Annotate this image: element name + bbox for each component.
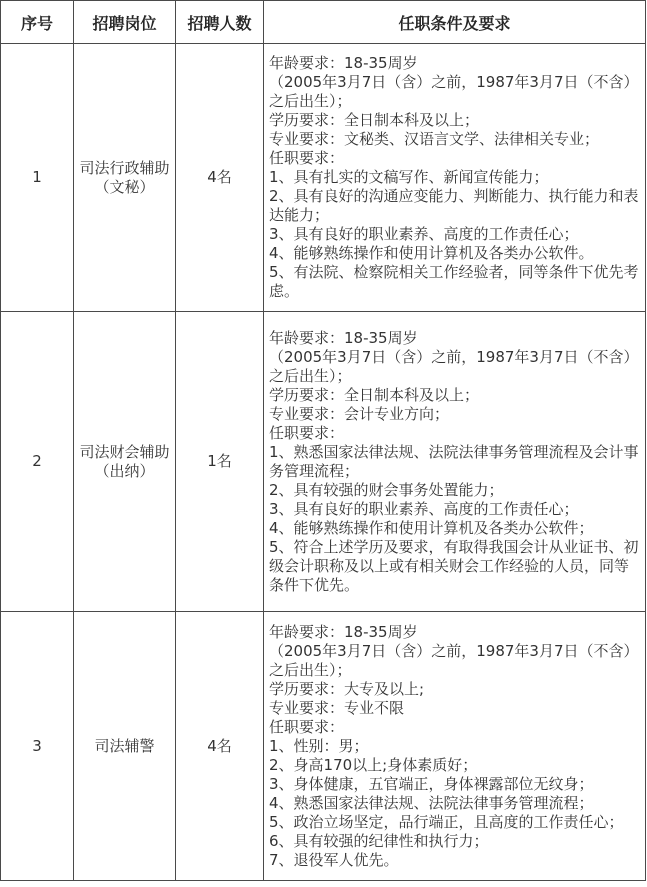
requirement-line: 3、具有良好的职业素养、高度的工作责任心； — [269, 499, 579, 518]
requirement-line: 6、具有较强的纪律性和执行力； — [269, 831, 489, 850]
cell-row-number: 3 — [1, 612, 74, 881]
cell-headcount: 1名 — [176, 312, 264, 612]
requirement-line: 任职要求： — [269, 149, 345, 167]
requirement-line: 2、具有较强的财会事务处置能力； — [269, 480, 504, 499]
requirement-line: 7、退役军人优先。 — [269, 850, 399, 869]
requirement-line: （2005年3月7日（含）之前，1987年3月7日（不含）之后出生）； — [269, 347, 639, 385]
requirement-line: 1、性别：男； — [269, 736, 369, 755]
table-header-row — [1, 1, 646, 44]
cell-headcount: 4名 — [176, 44, 264, 312]
column-header-count: 招聘人数 — [176, 1, 264, 44]
requirement-line: 专业要求：专业不限 — [269, 698, 405, 717]
requirement-line: 2、身高170以上;身体素质好； — [269, 755, 478, 774]
requirement-line: 4、熟悉国家法律法规、法院法律事务管理流程； — [269, 793, 594, 812]
requirement-line: （2005年3月7日（含）之前，1987年3月7日（不含）之后出生）； — [269, 641, 639, 679]
column-header-requirements: 任职条件及要求 — [264, 1, 646, 44]
requirement-line: 学历要求：全日制本科及以上； — [269, 111, 480, 129]
cell-position-name: 司法行政辅助（文秘） — [74, 44, 176, 312]
requirement-line: 学历要求：大专及以上; — [269, 679, 425, 698]
requirement-line: 专业要求：会计专业方向； — [269, 404, 450, 423]
requirement-line: 3、身体健康，五官端正，身体裸露部位无纹身； — [269, 774, 594, 793]
requirement-line: （2005年3月7日（含）之前，1987年3月7日（不含）之后出生）； — [269, 73, 639, 110]
requirement-line: 年龄要求：18-35周岁 — [269, 328, 418, 347]
cell-requirements — [264, 44, 646, 312]
requirement-line: 4、能够熟练操作和使用计算机及各类办公软件； — [269, 518, 594, 537]
cell-requirements — [264, 612, 646, 881]
requirement-line: 4、能够熟练操作和使用计算机及各类办公软件。 — [269, 244, 594, 262]
requirement-line: 5、符合上述学历及要求，有取得我国会计从业证书、初级会计职称及以上或有相关财会工作经验的人员，同等条件下优先。 — [269, 537, 639, 594]
requirement-line: 1、熟悉国家法律法规、法院法律事务管理流程及会计事务管理流程； — [269, 442, 639, 480]
requirement-line: 年龄要求：18-35周岁 — [269, 622, 418, 641]
requirement-line: 年龄要求：18-35周岁 — [269, 54, 418, 72]
requirement-line: 3、具有良好的职业素养、高度的工作责任心； — [269, 225, 579, 243]
requirement-line: 5、有法院、检察院相关工作经验者，同等条件下优先考虑。 — [269, 263, 639, 300]
column-header-no: 序号 — [1, 1, 74, 44]
cell-headcount: 4名 — [176, 612, 264, 881]
cell-row-number: 2 — [1, 312, 74, 612]
table-body — [1, 44, 646, 881]
table-row — [1, 312, 646, 612]
table-row — [1, 44, 646, 312]
requirement-line: 2、具有良好的沟通应变能力、判断能力、执行能力和表达能力； — [269, 187, 639, 224]
cell-position-name: 司法财会辅助（出纳） — [74, 312, 176, 612]
cell-row-number: 1 — [1, 44, 74, 312]
cell-requirements — [264, 312, 646, 612]
requirement-line: 学历要求：全日制本科及以上； — [269, 385, 480, 404]
column-header-position: 招聘岗位 — [74, 1, 176, 44]
cell-position-name: 司法辅警 — [74, 612, 176, 881]
requirement-line: 5、政治立场坚定，品行端正，且高度的工作责任心； — [269, 812, 624, 831]
requirement-line: 专业要求：文秘类、汉语言文学、法律相关专业； — [269, 130, 600, 148]
requirement-line: 1、具有扎实的文稿写作、新闻宣传能力； — [269, 168, 549, 186]
table-row — [1, 612, 646, 881]
requirement-line: 任职要求： — [269, 717, 345, 736]
requirement-line: 任职要求： — [269, 423, 345, 442]
